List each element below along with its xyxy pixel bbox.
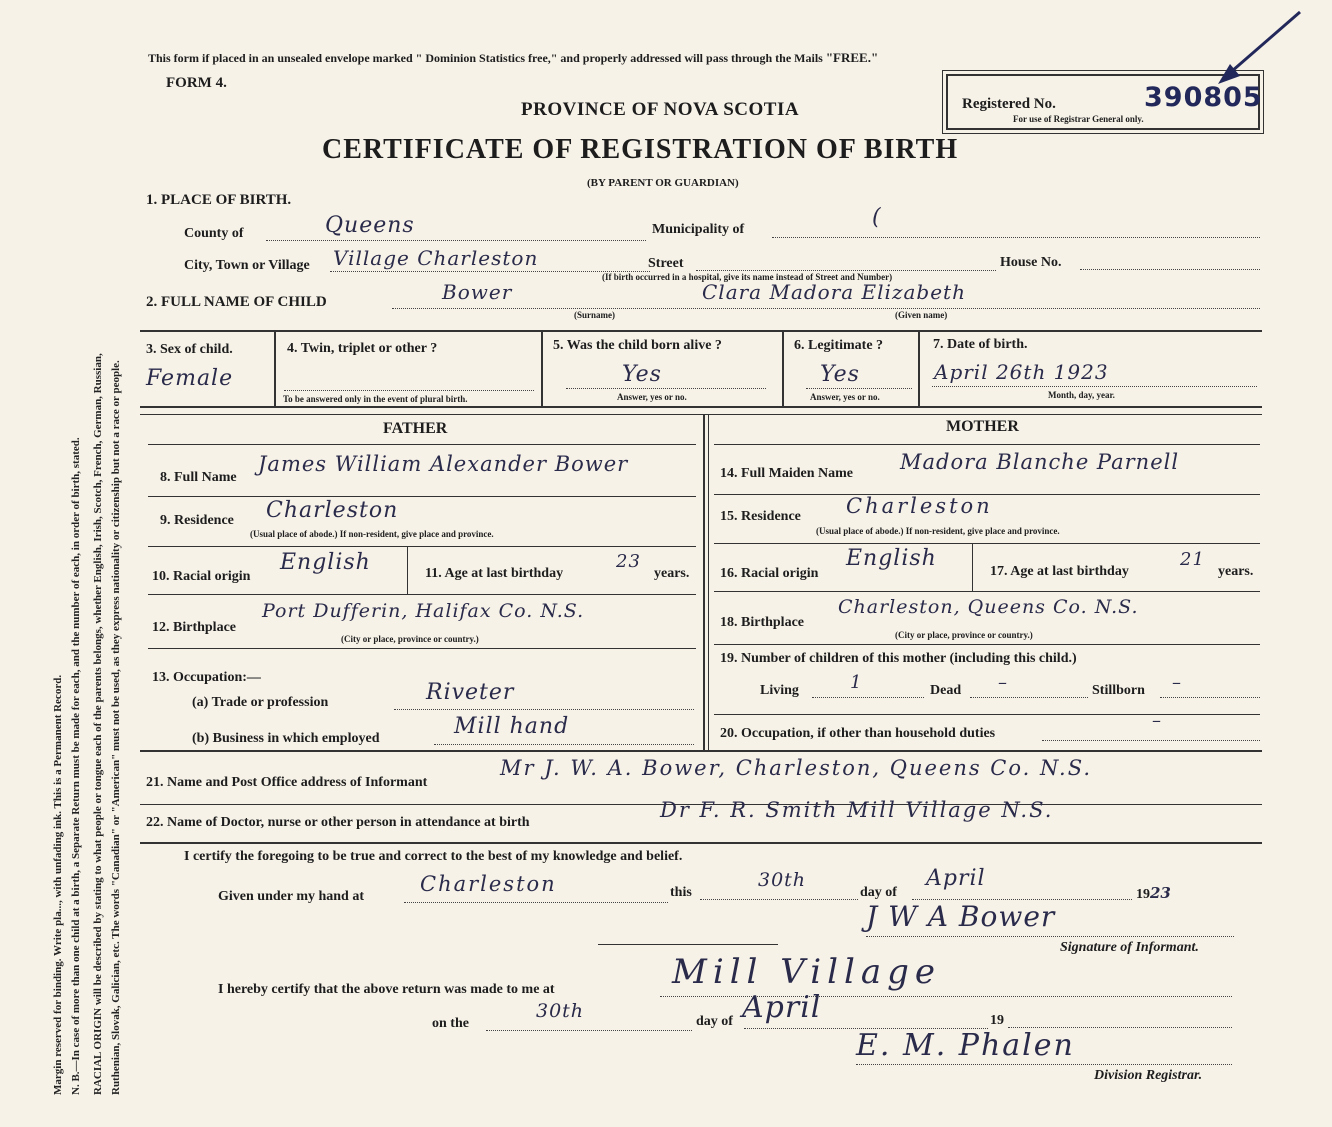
margin-note-racial-origin-cont: Ruthenian, Slovak, Galician, etc. The words "Canadian" or "American" must not be used, as they express nationality or citizenship but not a race or people. (110, 360, 122, 1095)
father-age-value: 23 (616, 551, 641, 572)
mother-racial-label: 16. Racial origin (720, 566, 819, 581)
place-of-birth-heading: 1. PLACE OF BIRTH. (146, 192, 292, 208)
informant-signature-caption: Signature of Informant. (1060, 940, 1199, 955)
dob-note: Month, day, year. (1048, 390, 1115, 400)
mother-birthplace-value: Charleston, Queens Co. N.S. (838, 596, 1139, 618)
trade-value: Riveter (426, 680, 515, 705)
father-age-label: 11. Age at last birthday (425, 566, 564, 581)
reg-day-value: 30th (536, 1000, 585, 1022)
mother-years-label: years. (1218, 564, 1254, 579)
registrar-caption: Division Registrar. (1094, 1068, 1203, 1083)
twin-label: 4. Twin, triplet or other ? (287, 341, 438, 356)
dob-value: April 26th 1923 (934, 360, 1109, 384)
stillborn-label: Stillborn (1092, 683, 1145, 698)
father-occupation-label: 13. Occupation:— (152, 670, 261, 685)
margin-note-multiple-births: N. B.—In case of more than one child at a birth, a Separate Return must be made for each, and the number of each, in order of birth, stated. (70, 437, 82, 1095)
mother-age-label: 17. Age at last birthday (990, 564, 1129, 579)
born-alive-label: 5. Was the child born alive ? (553, 338, 722, 353)
dob-label: 7. Date of birth. (933, 337, 1028, 352)
certify-year-value: 23 (1150, 884, 1171, 902)
mother-residence-value: Charleston (846, 494, 993, 518)
legitimate-label: 6. Legitimate ? (794, 338, 884, 353)
mother-name-label: 14. Full Maiden Name (720, 466, 853, 481)
born-alive-value: Yes (622, 362, 662, 387)
father-birthplace-value: Port Dufferin, Halifax Co. N.S. (262, 600, 585, 622)
certify-day-value: 30th (758, 869, 807, 891)
child-name-label: 2. FULL NAME OF CHILD (146, 294, 327, 310)
registrar-signature: E. M. Phalen (856, 1028, 1075, 1063)
informant-value: Mr J. W. A. Bower, Charleston, Queens Co. N.S. (500, 756, 1093, 780)
mother-racial-value: English (846, 546, 937, 571)
city-value: Village Charleston (333, 246, 539, 270)
father-residence-note: (Usual place of abode.) If non-resident, give place and province. (250, 529, 494, 539)
informant-signature: J W A Bower (866, 900, 1056, 933)
province-heading: PROVINCE OF NOVA SCOTIA (521, 99, 800, 120)
father-name-value: James William Alexander Bower (258, 452, 629, 476)
margin-note-racial-origin: RACIAL ORIGIN will be described by stating to what people or tongue each of the parents belongs, whether English, Irish, Scotch, French, German, Russian, (92, 353, 104, 1095)
father-racial-label: 10. Racial origin (152, 569, 251, 584)
hospital-note: (If birth occurred in a hospital, give its name instead of Street and Number) (602, 272, 893, 282)
mail-note: This form if placed in an unsealed envelope marked " Dominion Statistics free," and properly addressed will pass through the Mails "FREE." (148, 50, 879, 65)
registered-label: Registered No. (962, 96, 1056, 112)
arrow-mark-icon (1210, 8, 1310, 88)
certify-text: I certify the foregoing to be true and correct to the best of my knowledge and belief. (184, 849, 683, 864)
child-surname-value: Bower (442, 280, 513, 304)
informant-label: 21. Name and Post Office address of Informant (146, 775, 428, 790)
children-count-label: 19. Number of children of this mother (including this child.) (720, 651, 1077, 666)
living-label: Living (760, 683, 799, 698)
mother-age-value: 21 (1180, 549, 1205, 570)
given-under-label: Given under my hand at (218, 889, 364, 904)
father-residence-label: 9. Residence (160, 513, 234, 528)
street-label: Street (648, 256, 684, 271)
registered-number: 390805 (1144, 82, 1263, 113)
reg-year-prefix: 19 (990, 1013, 1004, 1028)
mother-occupation-label: 20. Occupation, if other than household duties (720, 726, 996, 741)
margin-note-binding: Margin reserved for binding. Write pla..., with unfading ink. This is a Permanent Record. (52, 674, 64, 1095)
return-place-value: Mill Village (672, 952, 941, 992)
on-the-label: on the (432, 1016, 469, 1031)
surname-caption: (Surname) (574, 310, 615, 320)
certificate-subtitle: (BY PARENT OR GUARDIAN) (587, 177, 739, 189)
child-given-name-value: Clara Madora Elizabeth (702, 280, 966, 304)
house-no-label: House No. (1000, 255, 1062, 270)
sex-label: 3. Sex of child. (146, 342, 233, 357)
certify-dayof-label: day of (860, 885, 897, 900)
living-value: 1 (850, 672, 863, 693)
mother-birthplace-label: 18. Birthplace (720, 615, 804, 630)
father-birthplace-note: (City or place, province or country.) (341, 634, 479, 644)
twin-note: To be answered only in the event of plural birth. (283, 394, 468, 404)
county-value: Queens (325, 213, 415, 238)
business-value: Mill hand (454, 714, 570, 739)
mother-heading: MOTHER (946, 418, 1019, 435)
father-residence-value: Charleston (266, 498, 399, 523)
stillborn-value: – (1172, 672, 1182, 693)
reg-month-value: April (742, 990, 822, 1025)
dead-value: – (998, 672, 1008, 693)
dead-label: Dead (930, 683, 962, 698)
municipality-value: ( (872, 205, 882, 230)
reg-dayof-label: day of (696, 1014, 733, 1029)
form-number: FORM 4. (166, 75, 227, 91)
mother-name-value: Madora Blanche Parnell (900, 450, 1180, 474)
city-label: City, Town or Village (184, 258, 310, 273)
mother-birthplace-note: (City or place, province or country.) (895, 630, 1033, 640)
mother-occupation-value: – (1152, 710, 1162, 731)
county-label: County of (184, 226, 244, 241)
father-heading: FATHER (383, 420, 448, 437)
given-place-value: Charleston (420, 872, 557, 896)
doctor-label: 22. Name of Doctor, nurse or other person in attendance at birth (146, 815, 530, 830)
doctor-value: Dr F. R. Smith Mill Village N.S. (660, 798, 1054, 822)
father-birthplace-label: 12. Birthplace (152, 620, 236, 635)
legitimate-note: Answer, yes or no. (810, 392, 880, 402)
return-made-label: I hereby certify that the above return was made to me at (218, 982, 555, 997)
mother-residence-note: (Usual place of abode.) If non-resident, give place and province. (816, 526, 1060, 536)
municipality-label: Municipality of (652, 222, 745, 237)
certificate-title: CERTIFICATE OF REGISTRATION OF BIRTH (322, 134, 959, 165)
certify-month-value: April (926, 866, 986, 891)
father-years-label: years. (654, 566, 690, 581)
business-label: (b) Business in which employed (192, 731, 380, 746)
born-alive-note: Answer, yes or no. (617, 392, 687, 402)
legitimate-value: Yes (820, 362, 860, 387)
this-label: this (670, 885, 692, 900)
mother-residence-label: 15. Residence (720, 509, 801, 524)
given-name-caption: (Given name) (895, 310, 948, 320)
father-racial-value: English (280, 550, 371, 575)
certify-year-prefix: 1923 (1136, 884, 1171, 902)
registrar-note: For use of Registrar General only. (1013, 114, 1144, 124)
trade-label: (a) Trade or profession (192, 695, 329, 710)
father-name-label: 8. Full Name (160, 470, 237, 485)
sex-value: Female (146, 366, 234, 391)
